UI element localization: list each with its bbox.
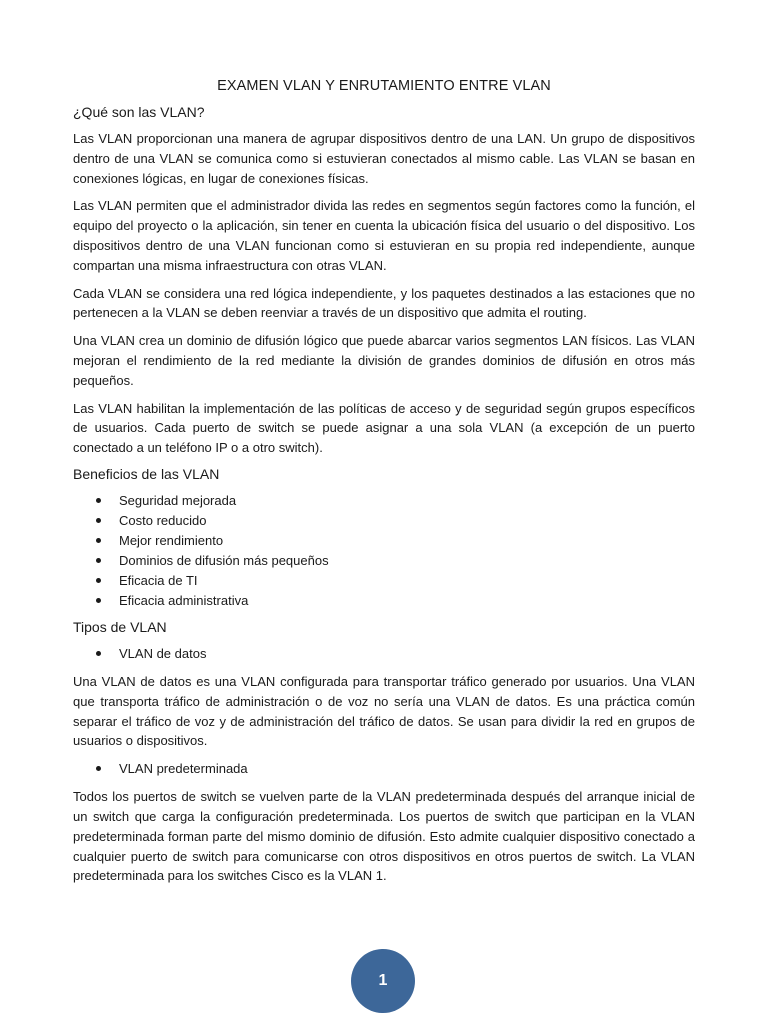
list-item-label: Eficacia administrativa [119,592,249,608]
bullet-icon [96,766,101,771]
paragraph: Las VLAN habilitan la implementación de las políticas de acceso y de seguridad según grupos específicos de usuarios. Cada puerto de switch se puede asignar a una sola VLAN (a excepción de un puerto conectado a un teléfono IP o a otro switch). [73,400,695,456]
list-item [73,531,695,551]
list-item [73,759,695,779]
list-item [73,551,695,571]
document-page [73,78,695,894]
list-item [73,591,695,611]
paragraph: Cada VLAN se considera una red lógica independiente, y los paquetes destinados a las estaciones que no pertenecen a la VLAN se deben reenviar a través de un dispositivo que admita el routing. [73,285,695,321]
paragraph: Las VLAN permiten que el administrador divida las redes en segmentos según factores como la función, el equipo del proyecto o la aplicación, sin tener en cuenta la ubicación física del usuario o del dispositivo. Los dispositivos dentro de una VLAN funcionan como si estuvieran en su propia red independiente, aunque compartan una misma infraestructura con otras VLAN. [73,198,695,273]
benefits-list [73,491,695,611]
bullet-icon [96,518,101,523]
page-number-badge [351,949,415,1013]
list-item-label: Mejor rendimiento [119,532,224,548]
list-item-label: VLAN predeterminada [119,761,248,777]
bullet-icon [96,598,101,603]
list-item [73,491,695,511]
list-item-label: Dominios de difusión más pequeños [119,552,329,568]
list-item-label: Eficacia de TI [119,572,198,588]
list-item [73,511,695,531]
paragraph: Las VLAN proporcionan una manera de agrupar dispositivos dentro de una LAN. Un grupo de dispositivos dentro de una VLAN se comunica como si estuvieran conectados al mismo cable. Las VLAN se basan en conexiones lógicas, en lugar de conexiones físicas. [73,131,695,186]
document-title: EXAMEN VLAN Y ENRUTAMIENTO ENTRE VLAN [217,78,551,94]
list-item-label: Costo reducido [119,512,207,528]
bullet-icon [96,578,101,583]
list-item-label: VLAN de datos [119,645,207,661]
vlan-types-list [73,759,695,779]
list-item [73,571,695,591]
paragraph: Una VLAN crea un dominio de difusión lógico que puede abarcar varios segmentos LAN físicos. Las VLAN mejoran el rendimiento de la red mediante la división de grandes dominios de difusión en otros más pequeños. [73,333,695,388]
section-heading-que-son: ¿Qué son las VLAN? [73,104,205,120]
section-heading-tipos: Tipos de VLAN [73,618,167,635]
paragraph: Una VLAN de datos es una VLAN configurada para transportar tráfico generado por usuarios. Una VLAN que transporta tráfico de administración o de voz no sería una VLAN de datos. Es una práctica común separar el tráfico de voz y de administración del tráfico de datos. Se usan para dividir la red en grupos de usuarios o dispositivos. [73,673,695,749]
bullet-icon [96,651,101,656]
page-number: 1 [378,972,388,989]
bullet-icon [96,538,101,543]
list-item [73,644,695,664]
paragraph: Todos los puertos de switch se vuelven parte de la VLAN predeterminada después del arranque inicial de un switch que carga la configuración predeterminada. Los puertos de switch que participan en la VLAN predeterminada forman parte del mismo dominio de difusión. Esto admite cualquier dispositivo conectado a cualquier puerto de switch para comunicarse con otros dispositivos en otros puertos de switch. La VLAN predeterminada para los switches Cisco es la VLAN 1. [73,789,695,884]
list-item-label: Seguridad mejorada [119,492,237,508]
section-heading-beneficios: Beneficios de las VLAN [73,465,220,482]
bullet-icon [96,558,101,563]
bullet-icon [96,498,101,503]
vlan-types-list [73,644,695,664]
